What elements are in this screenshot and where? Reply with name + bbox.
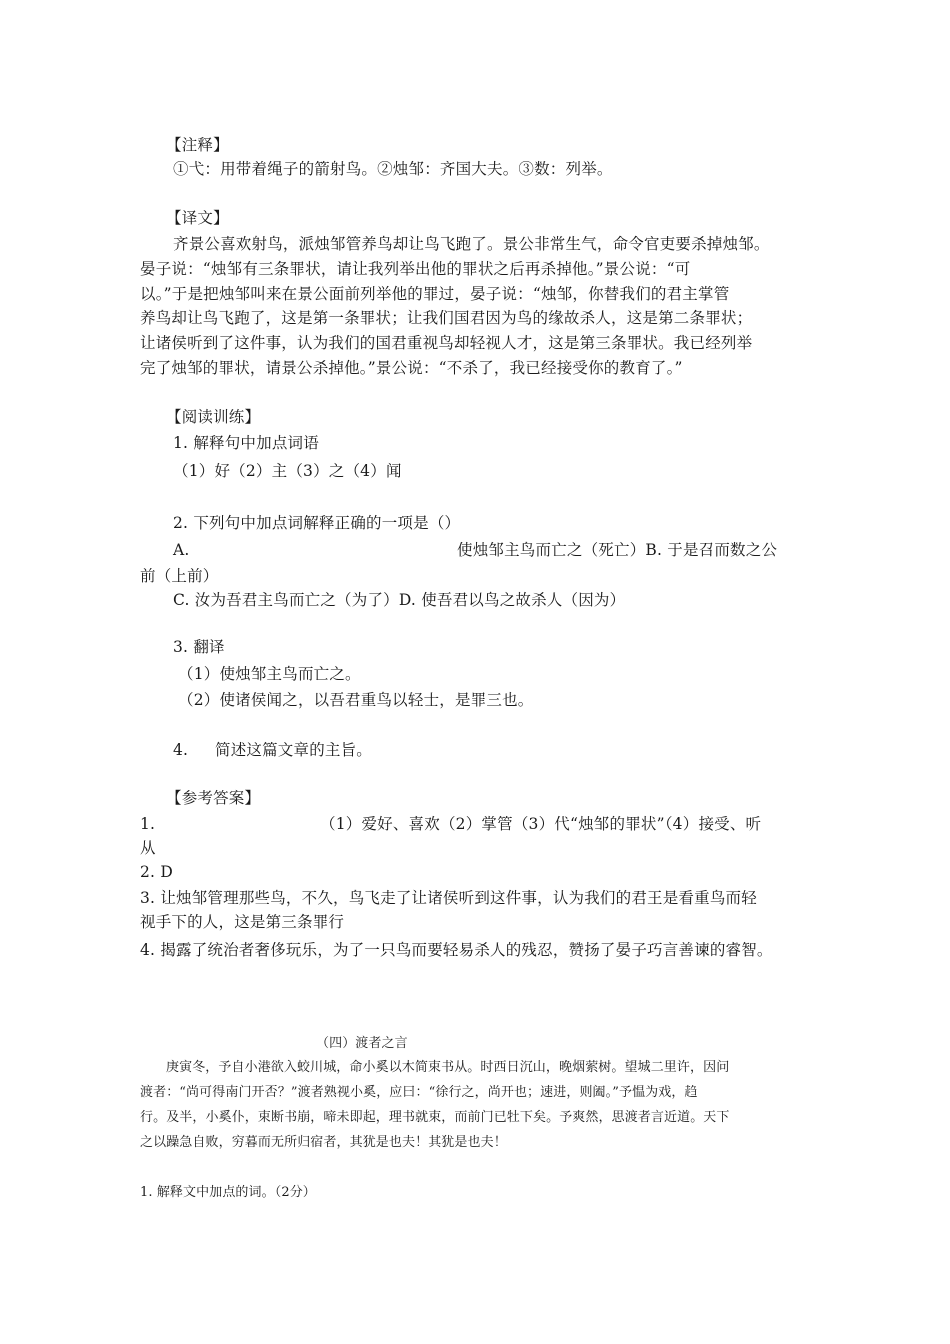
translation-heading: 【译文】	[166, 209, 229, 227]
notes-text: ①弋：用带着绳子的箭射鸟。②烛邹：齐国大夫。③数：列举。	[173, 160, 613, 178]
answer-1-number: 1.	[140, 815, 156, 833]
answer-1-continuation: 从	[140, 839, 156, 857]
question-3-item-1: （1）使烛邹主鸟而亡之。	[178, 665, 361, 683]
translation-line: 晏子说：“烛邹有三条罪状，请让我列举出他的罪状之后再杀掉他。”景公说：“可	[140, 260, 691, 278]
question-2-title: 2. 下列句中加点词解释正确的一项是（）	[173, 514, 461, 532]
answer-2: 2. D	[140, 863, 173, 881]
question-1-title: 1. 解释句中加点词语	[173, 434, 319, 452]
translation-line: 养鸟却让鸟飞跑了，这是第一条罪状；让我们国君因为鸟的缘故杀人，这是第二条罪状；	[140, 309, 753, 327]
notes-heading: 【注释】	[166, 136, 229, 154]
question-4-text: 简述这篇文章的主旨。	[215, 741, 373, 759]
answer-3-line-1: 3. 让烛邹管理那些鸟，不久，鸟飞走了让诸侯听到这件事，认为我们的君王是看重鸟而轻	[140, 889, 757, 907]
option-a-label: A.	[173, 541, 190, 559]
translation-line: 完了烛邹的罪状，请景公杀掉他。”景公说：“不杀了，我已经接受你的教育了。”	[140, 359, 683, 377]
answer-4: 4. 揭露了统治者奢侈玩乐，为了一只鸟而要轻易杀人的残忍，赞扬了晏子巧言善谏的睿智。	[140, 941, 773, 959]
answer-3-line-2: 视手下的人，这是第三条罪行	[140, 913, 345, 931]
passage-line: 行。及半，小奚仆，束断书崩，啼未即起，理书就束，而前门已牡下矣。予爽然，思渡者言近道。天下	[140, 1110, 730, 1125]
option-a-b-text: 使烛邹主鸟而亡之（死亡）B. 于是召而数之公	[457, 541, 778, 559]
translation-line: 以。”于是把烛邹叫来在景公面前列举他的罪过，晏子说：“烛邹，你替我们的君主掌管	[140, 285, 730, 303]
question-3-title: 3. 翻译	[173, 638, 225, 656]
passage-line: 渡者：“尚可得南门开否？”渡者熟视小奚，应曰：“徐行之，尚开也；速进，则阖。”予愠为戏，趋	[140, 1085, 698, 1100]
training-heading: 【阅读训练】	[166, 408, 261, 426]
option-c-d-text: C. 汝为吾君主鸟而亡之（为了）D. 使吾君以鸟之故杀人（因为）	[173, 591, 626, 609]
passage-line: 之以躁急自败，穷暮而无所归宿者，其犹是也夫！其犹是也夫！	[140, 1135, 507, 1150]
answers-heading: 【参考答案】	[166, 789, 261, 807]
passage-question-1: 1. 解释文中加点的词。（2分）	[140, 1185, 316, 1200]
passage-title: （四）渡者之言	[316, 1036, 408, 1051]
answer-1-text: （1）爱好、喜欢（2）掌管（3）代“烛邹的罪状”（4）接受、听	[320, 815, 762, 833]
question-4-number: 4.	[173, 741, 189, 759]
question-1-items: （1）好（2）主（3）之（4）闻	[173, 462, 402, 480]
question-3-item-2: （2）使诸侯闻之，以吾君重鸟以轻士，是罪三也。	[178, 691, 534, 709]
option-b-continuation: 前（上前）	[140, 567, 219, 585]
translation-line: 齐景公喜欢射鸟，派烛邹管养鸟却让鸟飞跑了。景公非常生气，命令官吏要杀掉烛邹。	[173, 235, 770, 253]
translation-line: 让诸侯听到了这件事，认为我们的国君重视鸟却轻视人才，这是第三条罪状。我已经列举	[140, 334, 753, 352]
passage-line: 庚寅冬，予自小港欲入蛟川城，命小奚以木简束书从。时西日沉山，晚烟萦树。望城二里许，因问	[166, 1060, 730, 1075]
